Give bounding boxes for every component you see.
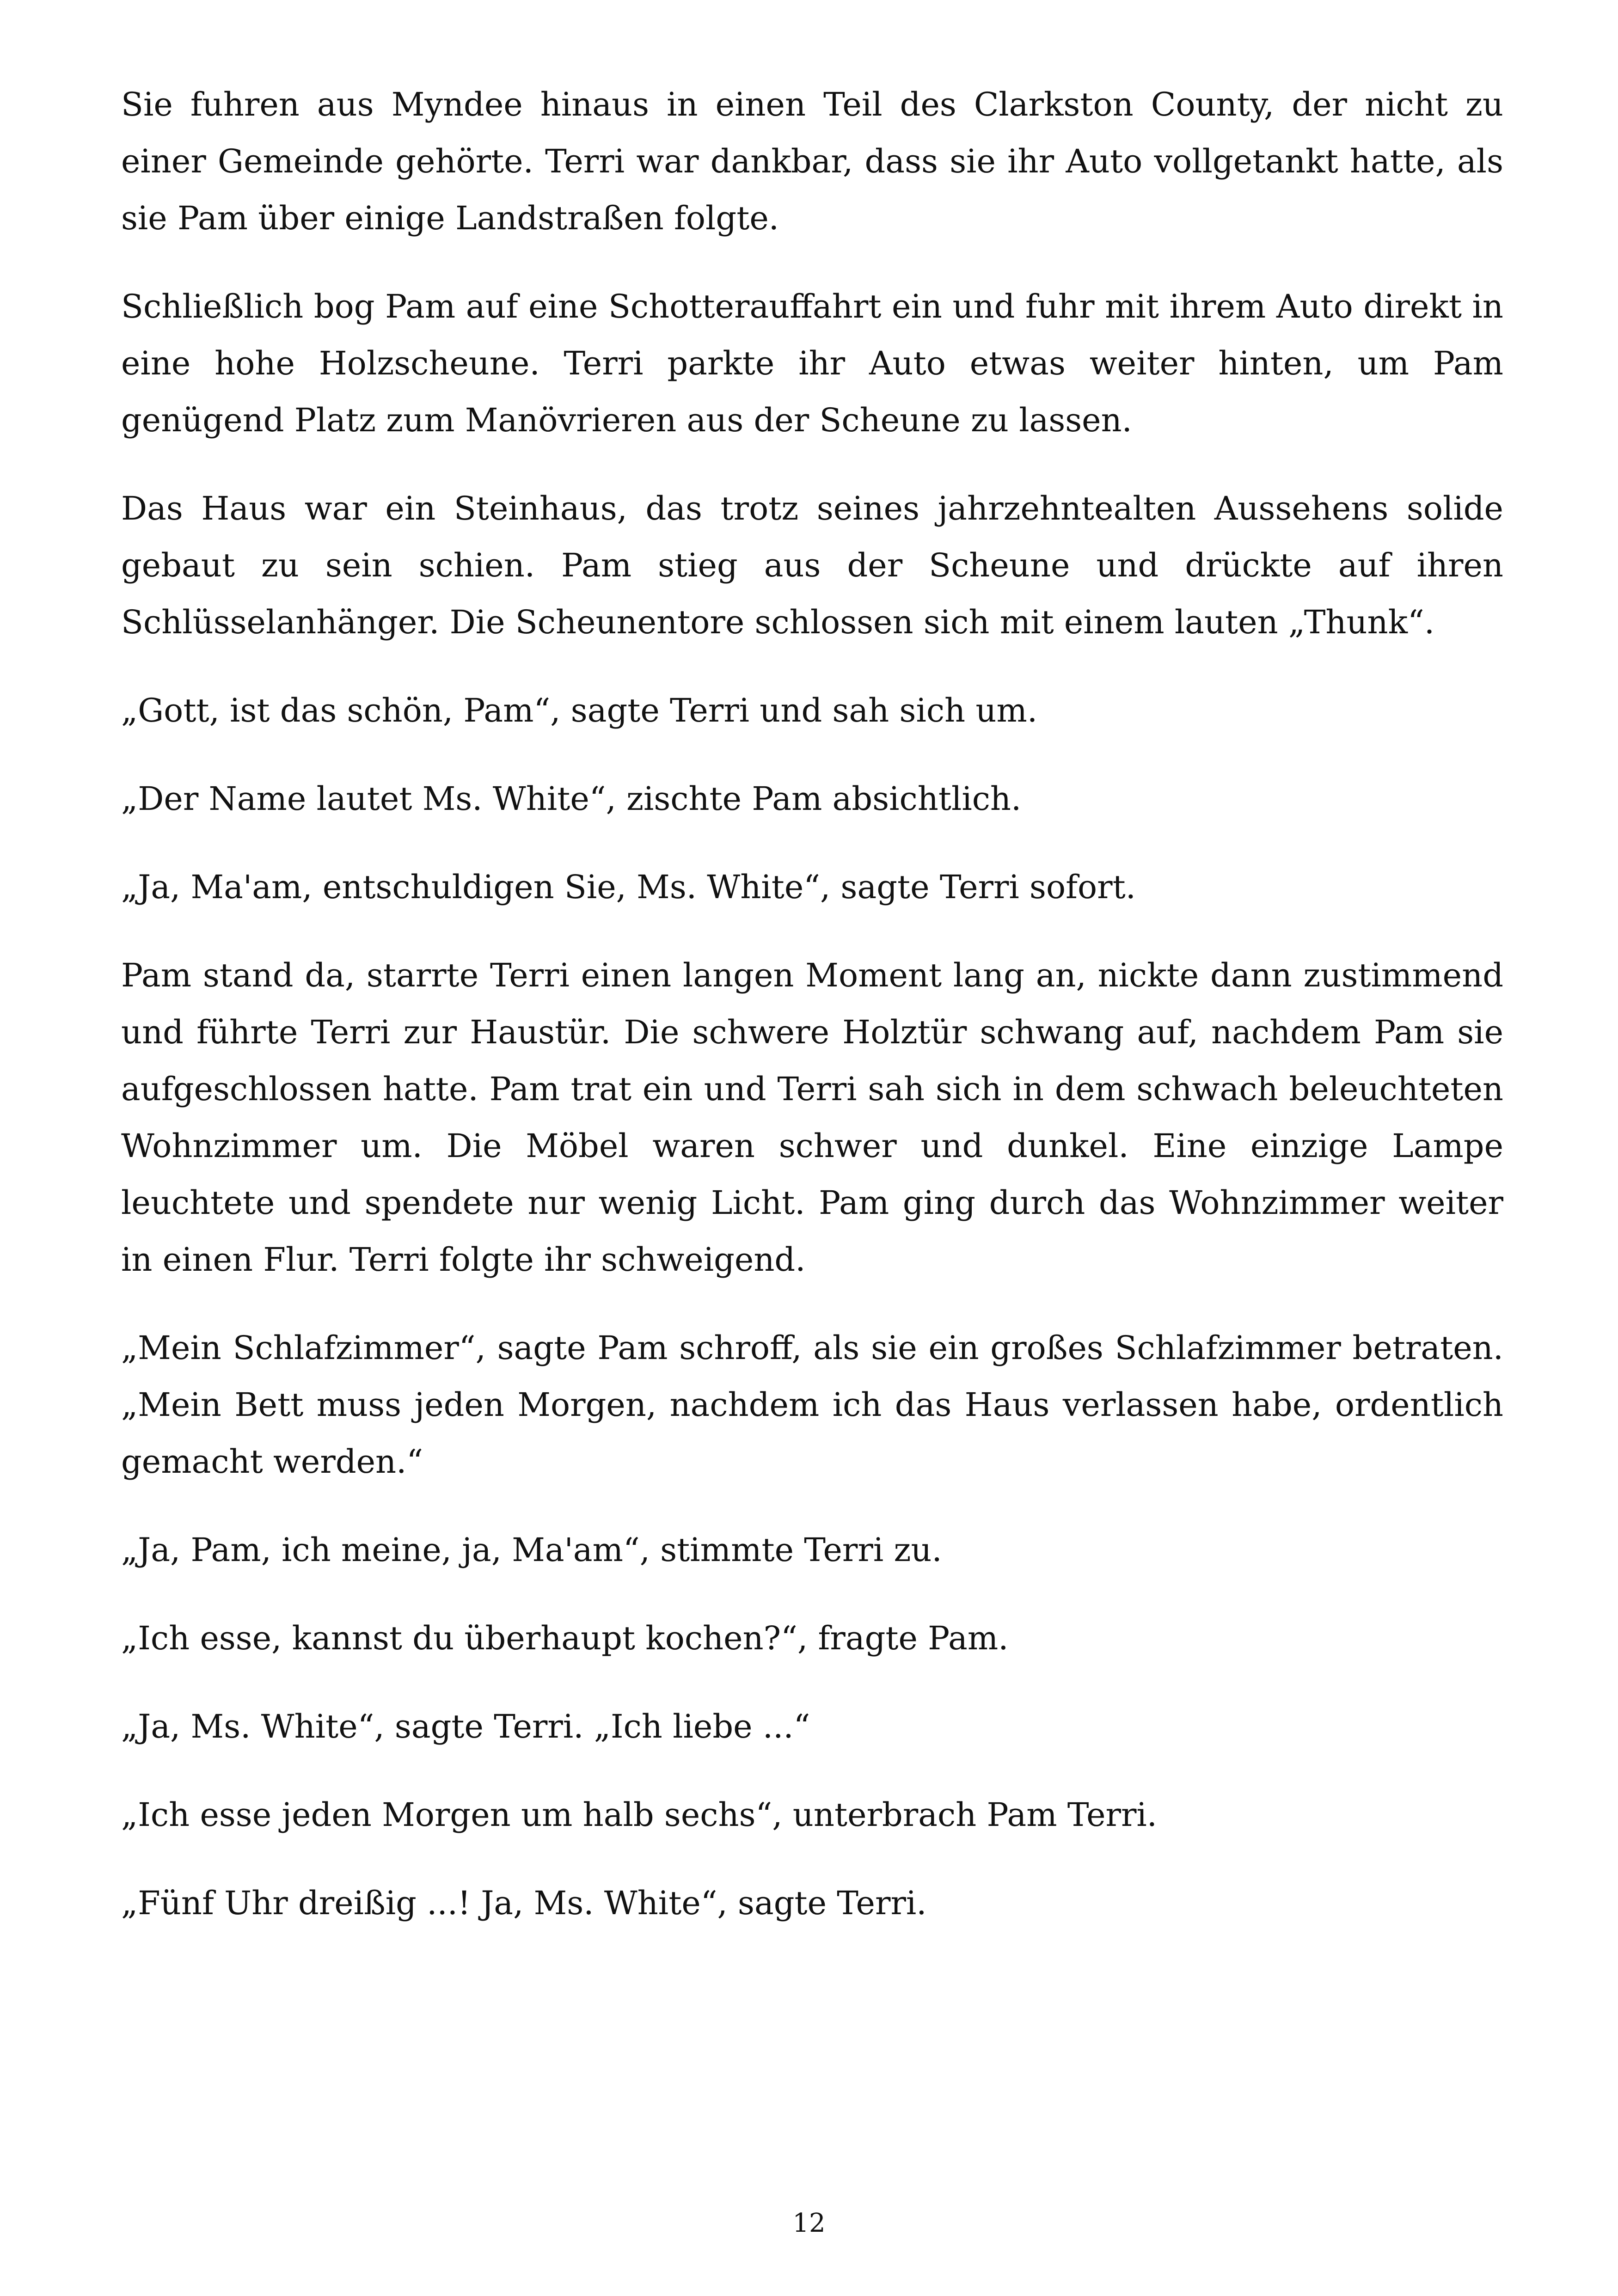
paragraph-10: „Ich esse, kannst du überhaupt kochen?“, fragte Pam. xyxy=(121,1619,1009,1657)
paragraph-6: „Ja, Ma'am, entschuldigen Sie, Ms. White“, sagte Terri sofort. xyxy=(121,868,1136,906)
paragraph-4: „Gott, ist das schön, Pam“, sagte Terri und sah sich um. xyxy=(121,692,1038,729)
body-text xyxy=(121,76,1503,1932)
paragraph-2: Schließlich bog Pam auf eine Schotterauffahrt ein und fuhr mit ihrem Auto direkt in eine hohe Holzscheune. Terri parkte ihr Auto etwas weiter hinten, um Pam genügend Platz zum Manövrieren aus der Scheune zu lassen. xyxy=(121,288,1503,439)
paragraph-7: Pam stand da, starrte Terri einen langen Moment lang an, nickte dann zustimmend und führte Terri zur Haustür. Die schwere Holztür schwang auf, nachdem Pam sie aufgeschlossen hatte. Pam trat ein und Terri sah sich in dem schwach beleuchteten Wohnzimmer um. Die Möbel waren schwer und dunkel. Eine einzige Lampe leuchtete und spendete nur wenig Licht. Pam ging durch das Wohnzimmer weiter in einen Flur. Terri folgte ihr schweigend. xyxy=(121,956,1503,1279)
page-number: 12 xyxy=(792,2208,826,2238)
paragraph-8: „Mein Schlafzimmer“, sagte Pam schroff, als sie ein großes Schlafzimmer betraten. „Mein Bett muss jeden Morgen, nachdem ich das Haus verlassen habe, ordentlich gemacht werden.“ xyxy=(121,1329,1503,1481)
paragraph-13: „Fünf Uhr dreißig ...! Ja, Ms. White“, sagte Terri. xyxy=(121,1884,927,1922)
paragraph-12: „Ich esse jeden Morgen um halb sechs“, unterbrach Pam Terri. xyxy=(121,1796,1158,1834)
paragraph-11: „Ja, Ms. White“, sagte Terri. „Ich liebe ...“ xyxy=(121,1708,810,1745)
paragraph-5: „Der Name lautet Ms. White“, zischte Pam absichtlich. xyxy=(121,780,1022,818)
paragraph-3: Das Haus war ein Steinhaus, das trotz seines jahrzehntealten Aussehens solide gebaut zu sein schien. Pam stieg aus der Scheune und drückte auf ihren Schlüsselanhänger. Die Scheunentore schlossen sich mit einem lauten „Thunk“. xyxy=(121,490,1503,641)
paragraph-9: „Ja, Pam, ich meine, ja, Ma'am“, stimmte Terri zu. xyxy=(121,1531,942,1569)
paragraph-1: Sie fuhren aus Myndee hinaus in einen Teil des Clarkston County, der nicht zu einer Gemeinde gehörte. Terri war dankbar, dass sie ihr Auto vollgetankt hatte, als sie Pam über einige Landstraßen folgte. xyxy=(121,86,1503,237)
